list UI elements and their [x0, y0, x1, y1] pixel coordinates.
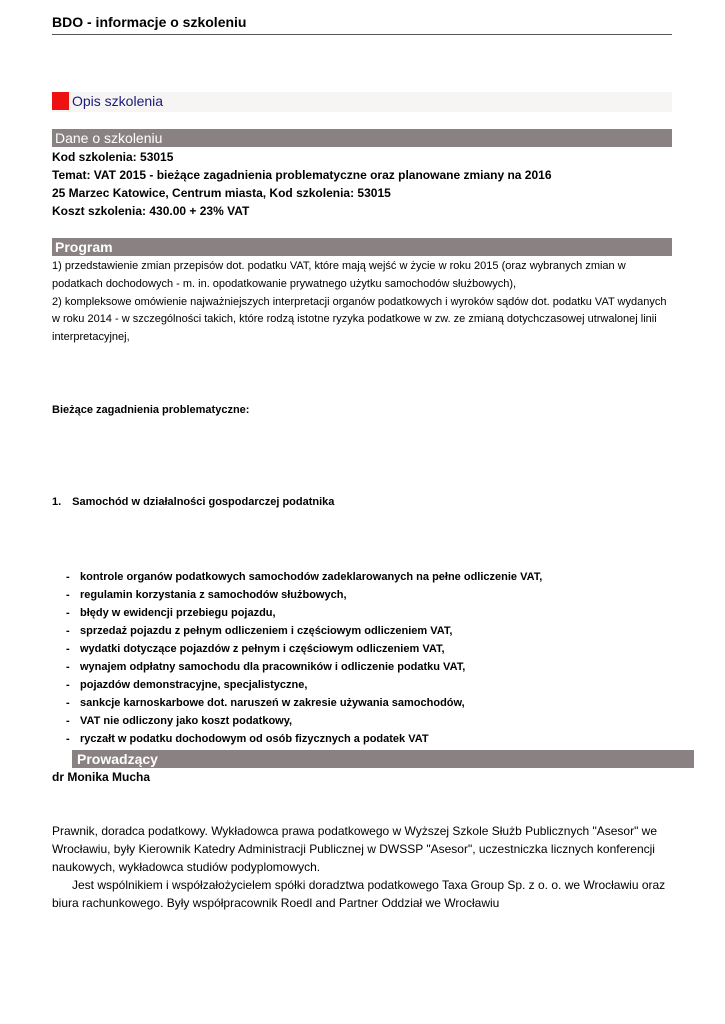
- program-subheading: Bieżące zagadnienia problematyczne:: [52, 404, 250, 416]
- list-item: - wydatki dotyczące pojazdów z pełnym i częściowym odliczeniem VAT,: [66, 643, 445, 655]
- list-item: - pojazdów demonstracyjne, specjalistyczne,: [66, 679, 308, 691]
- header-divider: [52, 34, 672, 35]
- page-title: BDO - informacje o szkoleniu: [52, 14, 247, 30]
- program-section-bar: [52, 238, 672, 256]
- list-item: - regulamin korzystania z samochodów służbowych,: [66, 589, 347, 601]
- opis-section-title: Opis szkolenia: [72, 93, 164, 109]
- prowadzacy-section-bar: [72, 750, 694, 768]
- list-item: - ryczałt w podatku dochodowym od osób fizycznych a podatek VAT: [66, 733, 429, 745]
- course-cost: Koszt szkolenia: 430.00 + 23% VAT: [52, 204, 250, 218]
- teacher-name: dr Monika Mucha: [52, 770, 151, 784]
- program-paragraph-2: 2) kompleksowe omówienie najważniejszych interpretacji organów podatkowych i wyroków sądów dot. podatku VAT wydanych w roku 2014 - w szczególności takich, które rodzą istotne ryzyka podatkowe w zw. ze zmianą dotychczasowej utrwalonej linii interpretacyjnej,: [52, 295, 667, 344]
- dane-section-bar: [52, 129, 672, 147]
- red-square-icon: [52, 92, 69, 110]
- program-description: [52, 258, 672, 347]
- program-section-title: Program: [55, 239, 113, 255]
- list-item: - VAT nie odliczony jako koszt podatkowy,: [66, 715, 293, 727]
- dane-section-title: Dane o szkoleniu: [55, 130, 163, 146]
- list-item: - sprzedaż pojazdu z pełnym odliczeniem i częściowym odliczeniem VAT,: [66, 625, 453, 637]
- list-item: - kontrole organów podatkowych samochodów zadeklarowanych na pełne odliczenie VAT,: [66, 571, 543, 583]
- program-paragraph-1: 1) przedstawienie zmian przepisów dot. podatku VAT, które mają wejść w życie w roku 2015 (oraz wybranych zmian w podatkach dochodowych - m. in. opodatkowanie prywatnego użytku samochodów służbowych),: [52, 260, 626, 290]
- program-point-1: 1. Samochód w działalności gospodarczej podatnika: [52, 496, 335, 508]
- bullet-list: [66, 568, 542, 748]
- course-code: Kod szkolenia: 53015: [52, 150, 174, 164]
- teacher-bio-2: Jest wspólnikiem i współzałożycielem spółki doradztwa podatkowego Taxa Group Sp. z o. o. we Wrocławiu oraz biura rachunkowego. Były współpracownik Roedl and Partner Oddział we Wrocławiu: [52, 878, 666, 910]
- course-topic: Temat: VAT 2015 - bieżące zagadnienia problematyczne oraz planowane zmiany na 2016: [52, 168, 552, 182]
- list-item: - wynajem odpłatny samochodu dla pracowników i odliczenie podatku VAT,: [66, 661, 466, 673]
- list-item: - błędy w ewidencji przebiegu pojazdu,: [66, 607, 276, 619]
- list-item: - sankcje karnoskarbowe dot. naruszeń w zakresie używania samochodów,: [66, 697, 465, 709]
- teacher-bio-1: Prawnik, doradca podatkowy. Wykładowca prawa podatkowego w Wyższej Szkole Służb Publicznych "Asesor" we Wrocławiu, były Kierownik Katedry Administracji Publicznej w DWSSP "Asesor", uczestniczka licznych konferencji naukowych, wykładowca studiów podyplomowych.: [52, 824, 658, 874]
- course-date-location: 25 Marzec Katowice, Centrum miasta, Kod szkolenia: 53015: [52, 186, 391, 200]
- prowadzacy-section-title: Prowadzący: [77, 751, 158, 767]
